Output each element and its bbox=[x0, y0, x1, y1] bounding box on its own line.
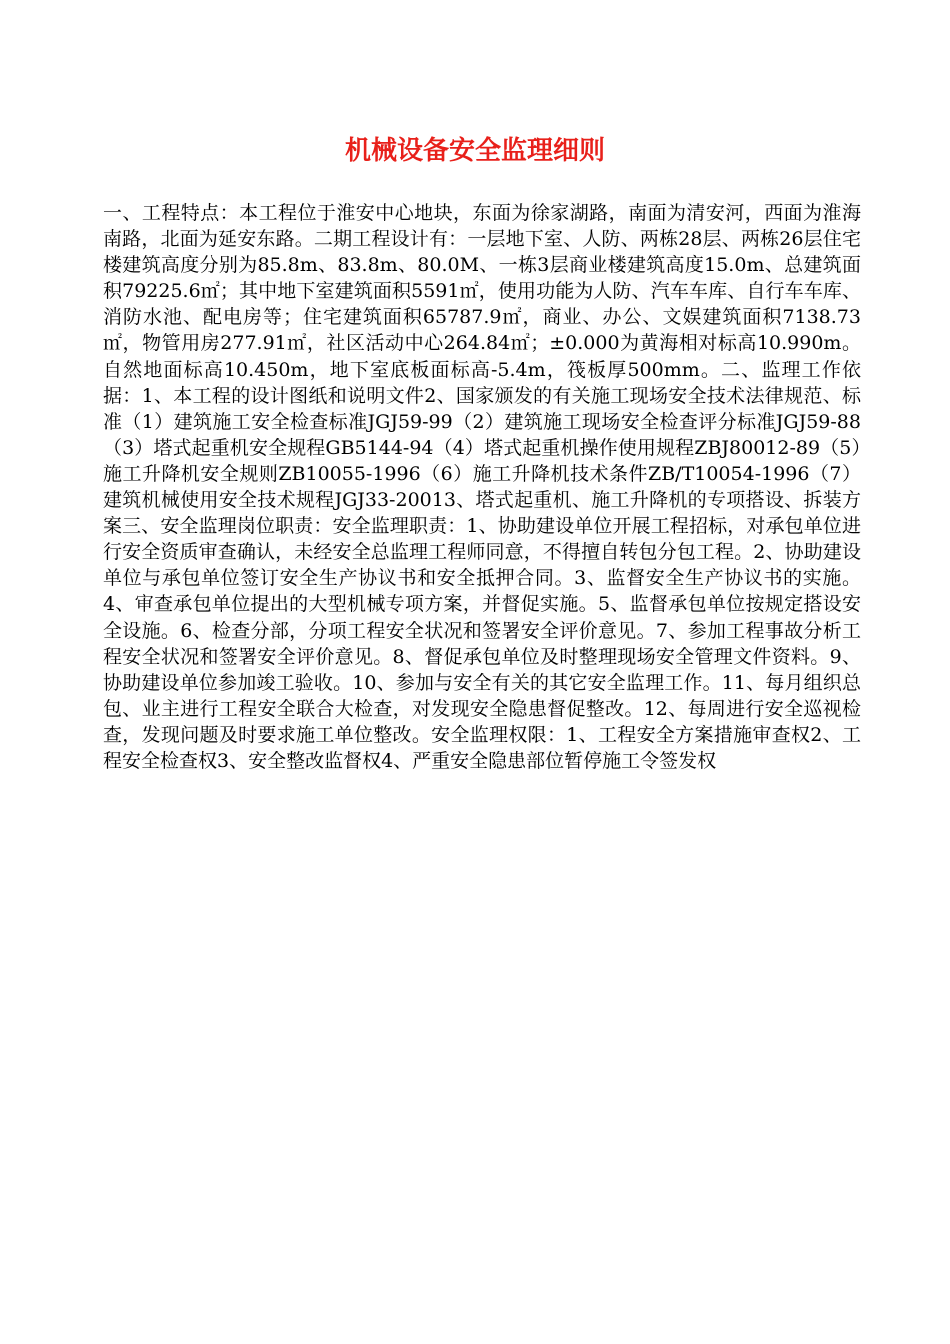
document-body-paragraph: 一、工程特点：本工程位于淮安中心地块，东面为徐家湖路，南面为清安河，西面为淮海南路，北面为延安东路。二期工程设计有：一层地下室、人防、两栋28层、两栋26层住宅楼建筑高度分别为85.8m、83.8m、80.0M、一栋3层商业楼建筑高度15.0m、总建筑面积79225.6㎡；其中地下室建筑面积5591㎡，使用功能为人防、汽车车库、自行车车库、消防水池、配电房等；住宅建筑面积65787.9㎡，商业、办公、文娱建筑面积7138.73㎡，物管用房277.91㎡，社区活动中心264.84㎡；±0.000为黄海相对标高10.990m。自然地面标高10.450m，地下室底板面标高-5.4m，筏板厚500mm。二、监理工作依据：1、本工程的设计图纸和说明文件2、国家颁发的有关施工现场安全技术法律规范、标准（1）建筑施工安全检查标准JGJ59-99（2）建筑施工现场安全检查评分标准JGJ59-88（3）塔式起重机安全规程GB5144-94（4）塔式起重机操作使用规程ZBJ80012-89（5）施工升降机安全规则ZB10055-1996（6）施工升降机技术条件ZB/T10054-1996（7）建筑机械使用安全技术规程JGJ33-20013、塔式起重机、施工升降机的专项搭设、拆装方案三、安全监理岗位职责：安全监理职责：1、协助建设单位开展工程招标，对承包单位进行安全资质审查确认，未经安全总监理工程师同意，不得擅自转包分包工程。2、协助建设单位与承包单位签订安全生产协议书和安全抵押合同。3、监督安全生产协议书的实施。4、审查承包单位提出的大型机械专项方案，并督促实施。5、监督承包单位按规定搭设安全设施。6、检查分部，分项工程安全状况和签署安全评价意见。7、参加工程事故分析工程安全状况和签署安全评价意见。8、督促承包单位及时整理现场安全管理文件资料。9、协助建设单位参加竣工验收。10、参加与安全有关的其它安全监理工作。11、每月组织总包、业主进行工程安全联合大检查，对发现安全隐患督促整改。12、每周进行安全巡视检查，发现问题及时要求施工单位整改。安全监理权限：1、工程安全方案措施审查权2、工程安全检查权3、安全整改监督权4、严重安全隐患部位暂停施工令签发权 bbox=[103, 202, 861, 772]
document-title: 机械设备安全监理细则 bbox=[344, 136, 605, 166]
